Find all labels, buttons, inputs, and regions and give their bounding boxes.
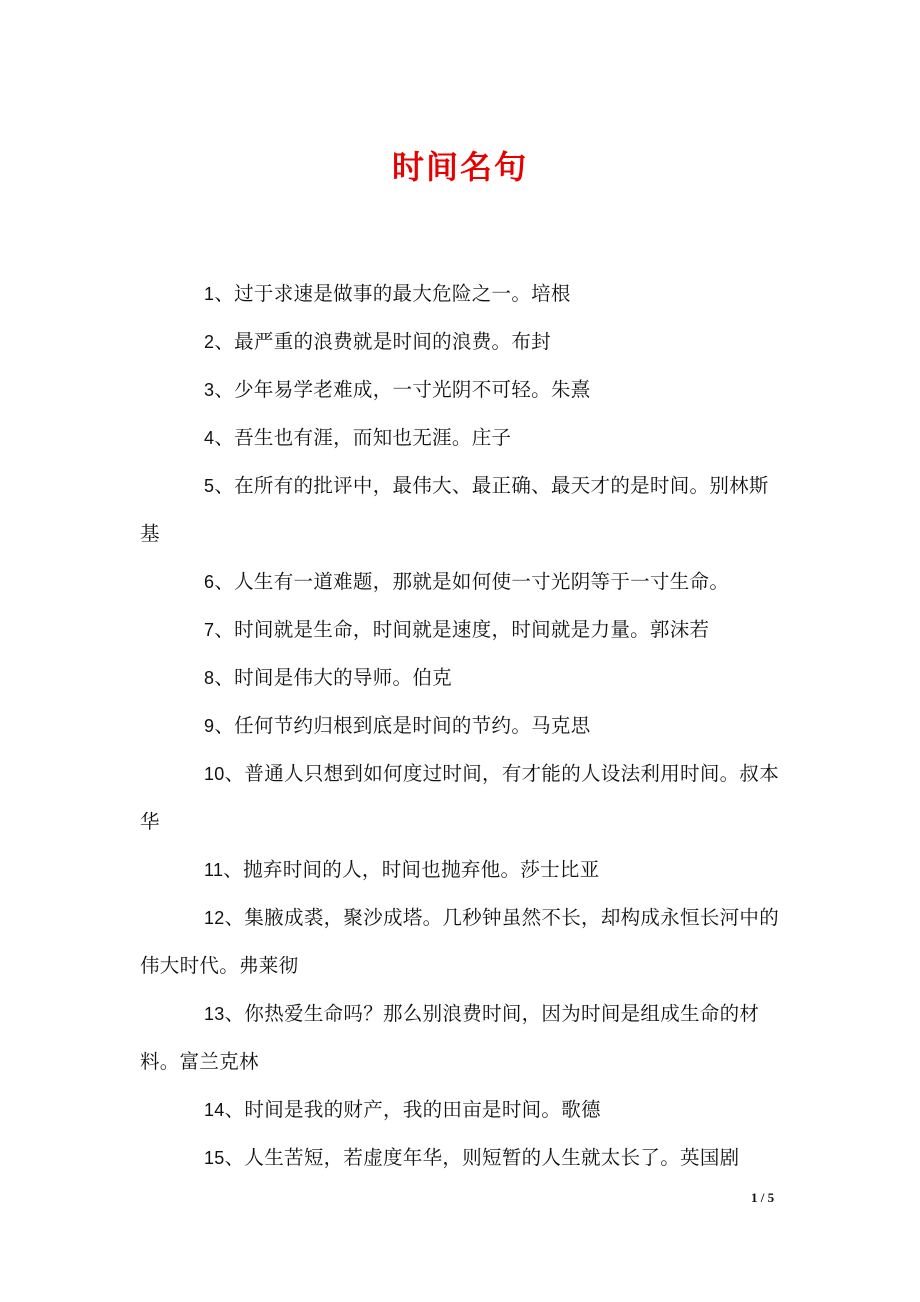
quote-text: 、时间就是生命，时间就是速度，时间就是力量。郭沫若 [214, 618, 710, 641]
quote-item [140, 318, 785, 366]
quote-item [140, 894, 785, 990]
quote-text: 、人生苦短，若虚度年华，则短暂的人生就太长了。英国剧 [224, 1146, 740, 1169]
quote-text: 、时间是我的财产，我的田亩是时间。歌德 [224, 1098, 601, 1121]
quote-number: 13 [204, 1004, 225, 1024]
quote-number: 8 [204, 668, 215, 688]
quote-item [140, 462, 785, 558]
quote-number: 1 [204, 284, 215, 304]
quote-item [140, 270, 785, 318]
quote-number: 9 [204, 716, 215, 736]
quote-item [140, 846, 785, 894]
page-number: 1 / 5 [751, 1190, 775, 1205]
quote-item [140, 654, 785, 702]
quote-text: 、时间是伟大的导师。伯克 [214, 666, 452, 689]
quote-number: 11 [204, 860, 224, 880]
quote-number: 10 [204, 764, 225, 784]
quote-number: 5 [204, 476, 215, 496]
quote-text: 、吾生也有涯，而知也无涯。庄子 [214, 426, 512, 449]
document-title: 时间名句 [391, 148, 528, 186]
quote-item [140, 414, 785, 462]
quote-number: 15 [204, 1148, 225, 1168]
quote-item [140, 702, 785, 750]
quote-item [140, 1134, 785, 1182]
quote-text: 、过于求速是做事的最大危险之一。培根 [214, 282, 571, 305]
quote-text: 、最严重的浪费就是时间的浪费。布封 [214, 330, 551, 353]
quote-text: 、任何节约归根到底是时间的节约。马克思 [214, 714, 591, 737]
quote-text: 、少年易学老难成，一寸光阴不可轻。朱熹 [214, 378, 591, 401]
quote-number: 6 [204, 572, 215, 592]
quote-text: 、普通人只想到如何度过时间，有才能的人设法利用时间。叔本华 [140, 762, 780, 833]
quote-item [140, 750, 785, 846]
quote-text: 、你热爱生命吗？那么别浪费时间，因为时间是组成生命的材料。富兰克林 [140, 1002, 760, 1073]
quote-number: 14 [204, 1100, 225, 1120]
quote-number: 2 [204, 332, 215, 352]
quote-item [140, 366, 785, 414]
quote-item [140, 1086, 785, 1134]
quote-item [140, 606, 785, 654]
quote-item [140, 990, 785, 1086]
quote-item [140, 558, 785, 606]
quote-text: 、在所有的批评中，最伟大、最正确、最天才的是时间。别林斯基 [140, 474, 769, 545]
quote-text: 、人生有一道难题，那就是如何使一寸光阴等于一寸生命。 [214, 570, 730, 593]
quote-text: 、抛弃时间的人，时间也抛弃他。莎士比亚 [223, 858, 600, 881]
quote-number: 7 [204, 620, 215, 640]
quote-text: 、集腋成裘，聚沙成塔。几秒钟虽然不长，却构成永恒长河中的伟大时代。弗莱彻 [140, 906, 780, 977]
quote-list [140, 270, 785, 1182]
quote-number: 12 [204, 908, 225, 928]
quote-number: 4 [204, 428, 215, 448]
quote-number: 3 [204, 380, 215, 400]
